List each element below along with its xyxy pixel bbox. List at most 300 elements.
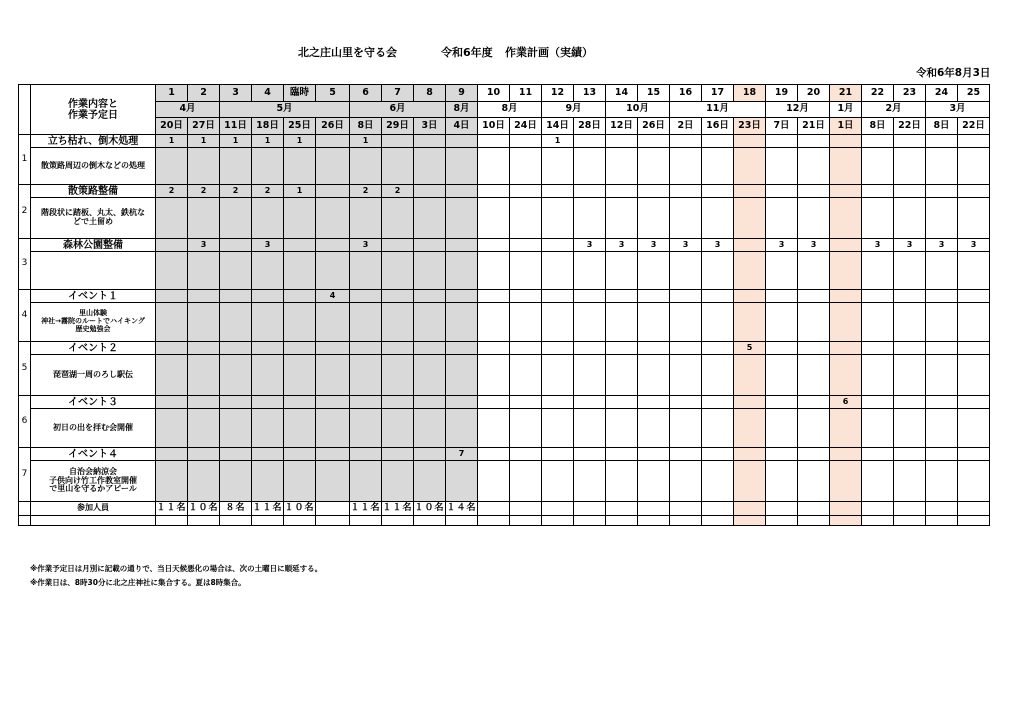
task-cell <box>702 252 734 290</box>
task-cell <box>606 303 638 342</box>
work-number: 24 <box>926 85 958 102</box>
date-label: 26日 <box>316 118 350 135</box>
task-count <box>478 448 510 461</box>
task-count: 2 <box>382 185 414 198</box>
task-cell <box>316 148 350 185</box>
task-count <box>350 448 382 461</box>
task-count <box>766 396 798 409</box>
task-count <box>734 448 766 461</box>
task-cell <box>926 148 958 185</box>
task-count <box>446 185 478 198</box>
task-count <box>798 342 830 355</box>
work-number: 19 <box>766 85 798 102</box>
task-row <box>19 135 990 148</box>
work-number: 17 <box>702 85 734 102</box>
participants-label: 参加人員 <box>31 502 156 516</box>
task-count: 1 <box>542 135 574 148</box>
task-count <box>414 342 446 355</box>
task-count: 3 <box>766 239 798 252</box>
task-name: イベント３ <box>31 396 156 409</box>
task-cell <box>926 461 958 502</box>
task-count <box>316 448 350 461</box>
task-cell <box>156 148 188 185</box>
task-cell <box>478 461 510 502</box>
work-number: 23 <box>894 85 926 102</box>
task-name: 森林公園整備 <box>31 239 156 252</box>
work-number: 5 <box>316 85 350 102</box>
task-count: 3 <box>188 239 220 252</box>
blank-cell <box>31 516 156 526</box>
task-cell <box>702 198 734 239</box>
task-cell <box>414 409 446 448</box>
task-count <box>894 290 926 303</box>
task-count <box>414 239 446 252</box>
task-count <box>638 396 670 409</box>
date-label: 12日 <box>606 118 638 135</box>
task-name: イベント１ <box>31 290 156 303</box>
task-number: 2 <box>19 185 31 239</box>
task-count <box>894 185 926 198</box>
task-count <box>606 396 638 409</box>
task-cell <box>414 148 446 185</box>
blank-cell <box>862 516 894 526</box>
task-cell <box>830 198 862 239</box>
blank-cell <box>252 516 284 526</box>
task-cell <box>414 303 446 342</box>
task-cell <box>542 198 574 239</box>
task-count <box>798 290 830 303</box>
task-count <box>574 135 606 148</box>
task-cell <box>638 409 670 448</box>
task-count <box>188 342 220 355</box>
task-cell <box>316 409 350 448</box>
task-count <box>542 342 574 355</box>
task-description <box>31 198 156 239</box>
task-cell <box>830 303 862 342</box>
task-cell <box>862 409 894 448</box>
task-cell <box>766 198 798 239</box>
task-name: イベント２ <box>31 342 156 355</box>
participant-count: １０名 <box>188 502 220 516</box>
task-count <box>542 290 574 303</box>
task-number: 4 <box>19 290 31 342</box>
task-cell <box>638 148 670 185</box>
task-count <box>670 135 702 148</box>
participant-count <box>734 502 766 516</box>
task-count: 5 <box>734 342 766 355</box>
task-cell <box>926 409 958 448</box>
task-cell <box>734 148 766 185</box>
task-count <box>638 342 670 355</box>
task-count <box>510 342 542 355</box>
task-cell <box>734 252 766 290</box>
blank-cell <box>510 516 542 526</box>
task-count <box>958 185 990 198</box>
work-number: 10 <box>478 85 510 102</box>
task-desc-row <box>19 198 990 239</box>
task-count <box>734 135 766 148</box>
task-cell <box>894 303 926 342</box>
task-count <box>830 185 862 198</box>
task-cell <box>958 461 990 502</box>
task-cell <box>894 409 926 448</box>
task-count: 1 <box>284 185 316 198</box>
task-count: 3 <box>798 239 830 252</box>
task-cell <box>638 303 670 342</box>
date-label: 20日 <box>156 118 188 135</box>
work-number: 15 <box>638 85 670 102</box>
task-count <box>798 135 830 148</box>
task-cell <box>606 461 638 502</box>
task-description-line: 階段状に踏板、丸太、鉄杭な <box>41 208 145 218</box>
task-count <box>926 135 958 148</box>
participant-count: １１名 <box>382 502 414 516</box>
task-cell <box>188 409 220 448</box>
task-description-line: 散策路周辺の倒木などの処理 <box>41 160 145 170</box>
participant-count <box>510 502 542 516</box>
task-cell <box>382 148 414 185</box>
plan-title: 作業計画（実績） <box>505 46 593 59</box>
task-count <box>734 185 766 198</box>
task-count <box>350 342 382 355</box>
task-count <box>670 342 702 355</box>
work-number: 6 <box>350 85 382 102</box>
work-number: 臨時 <box>284 85 316 102</box>
task-count <box>798 448 830 461</box>
task-cell <box>510 198 542 239</box>
task-cell <box>220 409 252 448</box>
org-name: 北之庄山里を守る会 <box>298 46 397 59</box>
task-cell <box>156 198 188 239</box>
task-cell <box>156 252 188 290</box>
task-name: 立ち枯れ、倒木処理 <box>31 135 156 148</box>
task-count <box>252 396 284 409</box>
task-count <box>220 239 252 252</box>
task-cell <box>414 355 446 396</box>
task-count: 2 <box>252 185 284 198</box>
date-label: 29日 <box>382 118 414 135</box>
task-count <box>478 342 510 355</box>
task-cell <box>638 252 670 290</box>
date-label: 23日 <box>734 118 766 135</box>
month-label: 1月 <box>830 102 862 118</box>
task-cell <box>414 198 446 239</box>
task-cell <box>926 252 958 290</box>
task-description <box>31 461 156 502</box>
task-count: 3 <box>350 239 382 252</box>
task-count <box>606 448 638 461</box>
task-number: 3 <box>19 239 31 290</box>
blank-cell <box>830 516 862 526</box>
task-cell <box>252 409 284 448</box>
task-cell <box>156 409 188 448</box>
task-cell <box>734 198 766 239</box>
task-cell <box>478 409 510 448</box>
task-cell <box>542 355 574 396</box>
task-description-line: で里山を守るかアピール <box>49 484 137 494</box>
task-count <box>510 396 542 409</box>
work-number: 1 <box>156 85 188 102</box>
date-label: 14日 <box>542 118 574 135</box>
task-cell <box>638 198 670 239</box>
blank-row <box>19 516 990 526</box>
task-number: 5 <box>19 342 31 396</box>
task-count <box>574 342 606 355</box>
participant-count: １４名 <box>446 502 478 516</box>
task-cell <box>478 355 510 396</box>
task-count: 1 <box>156 135 188 148</box>
task-count <box>414 448 446 461</box>
task-count: 3 <box>574 239 606 252</box>
participant-count <box>830 502 862 516</box>
task-cell <box>894 355 926 396</box>
task-count <box>446 396 478 409</box>
task-row <box>19 185 990 198</box>
task-count <box>894 448 926 461</box>
task-cell <box>670 461 702 502</box>
task-cell <box>510 355 542 396</box>
work-number: 16 <box>670 85 702 102</box>
task-cell <box>284 461 316 502</box>
participant-count <box>542 502 574 516</box>
task-count <box>316 239 350 252</box>
task-count <box>188 396 220 409</box>
task-count <box>446 239 478 252</box>
task-count <box>382 448 414 461</box>
task-count <box>542 185 574 198</box>
blank-cell <box>574 516 606 526</box>
task-description <box>31 303 156 342</box>
task-count <box>702 342 734 355</box>
task-count <box>220 396 252 409</box>
date-label: 21日 <box>798 118 830 135</box>
task-count <box>316 185 350 198</box>
work-number: 21 <box>830 85 862 102</box>
task-count <box>734 290 766 303</box>
task-count <box>766 290 798 303</box>
work-number: 11 <box>510 85 542 102</box>
task-count: 3 <box>894 239 926 252</box>
work-number: 20 <box>798 85 830 102</box>
blank-cell <box>478 516 510 526</box>
task-desc-row <box>19 409 990 448</box>
task-cell <box>382 355 414 396</box>
task-cell <box>926 355 958 396</box>
task-cell <box>766 148 798 185</box>
task-desc-row <box>19 148 990 185</box>
task-count <box>638 135 670 148</box>
task-count <box>862 290 894 303</box>
participant-count: １１名 <box>350 502 382 516</box>
task-count <box>862 342 894 355</box>
participant-count <box>766 502 798 516</box>
task-cell <box>350 198 382 239</box>
work-number: 3 <box>220 85 252 102</box>
task-cell <box>284 198 316 239</box>
task-cell <box>606 198 638 239</box>
task-count <box>926 448 958 461</box>
participant-count <box>670 502 702 516</box>
task-cell <box>670 148 702 185</box>
task-cell <box>670 252 702 290</box>
task-count: 3 <box>638 239 670 252</box>
task-name: イベント４ <box>31 448 156 461</box>
date-label: 25日 <box>284 118 316 135</box>
participants-blank <box>19 502 31 516</box>
participants-row <box>19 502 990 516</box>
task-desc-row <box>19 461 990 502</box>
task-count <box>926 290 958 303</box>
task-cell <box>542 409 574 448</box>
task-cell <box>284 303 316 342</box>
note-1: ※作業予定日は月別に記載の通りで、当日天候悪化の場合は、次の土曜日に順延する。 <box>30 564 323 573</box>
task-count <box>702 135 734 148</box>
task-count <box>316 135 350 148</box>
task-cell <box>542 303 574 342</box>
blank-cell <box>156 516 188 526</box>
task-cell <box>414 461 446 502</box>
task-count <box>220 290 252 303</box>
task-cell <box>316 355 350 396</box>
month-label: 3月 <box>926 102 990 118</box>
task-cell <box>350 303 382 342</box>
task-cell <box>188 252 220 290</box>
task-cell <box>798 198 830 239</box>
task-cell <box>478 303 510 342</box>
task-cell <box>798 409 830 448</box>
task-cell <box>606 355 638 396</box>
task-count <box>156 448 188 461</box>
task-count <box>958 342 990 355</box>
task-count <box>284 239 316 252</box>
task-cell <box>188 303 220 342</box>
date-label: 3日 <box>414 118 446 135</box>
task-count <box>862 448 894 461</box>
corner-cell <box>19 85 31 135</box>
task-cell <box>766 252 798 290</box>
task-cell <box>574 303 606 342</box>
task-cell <box>766 409 798 448</box>
blank-cell <box>284 516 316 526</box>
task-cell <box>220 355 252 396</box>
task-count <box>862 396 894 409</box>
task-count: 3 <box>926 239 958 252</box>
task-cell <box>862 355 894 396</box>
task-cell <box>798 461 830 502</box>
task-description-line: 神社→霧院のルートでハイキング <box>41 317 145 326</box>
date-label: 22日 <box>958 118 990 135</box>
task-count <box>478 396 510 409</box>
blank-cell <box>220 516 252 526</box>
task-count <box>382 396 414 409</box>
task-cell <box>316 461 350 502</box>
blank-cell <box>606 516 638 526</box>
task-count <box>606 135 638 148</box>
task-count <box>446 342 478 355</box>
task-count <box>766 448 798 461</box>
task-count <box>958 396 990 409</box>
task-count: 2 <box>156 185 188 198</box>
participant-count <box>702 502 734 516</box>
task-count: 3 <box>958 239 990 252</box>
date-label: 26日 <box>638 118 670 135</box>
task-count <box>542 396 574 409</box>
task-cell <box>862 252 894 290</box>
task-description <box>31 148 156 185</box>
date-label: 7日 <box>766 118 798 135</box>
blank-cell <box>188 516 220 526</box>
task-count <box>284 396 316 409</box>
task-cell <box>574 355 606 396</box>
task-name: 散策路整備 <box>31 185 156 198</box>
task-cell <box>574 252 606 290</box>
task-count <box>446 135 478 148</box>
task-number: 6 <box>19 396 31 448</box>
task-description <box>31 252 156 290</box>
month-label: 12月 <box>766 102 830 118</box>
task-cell <box>350 355 382 396</box>
task-count <box>638 290 670 303</box>
task-cell <box>798 148 830 185</box>
task-count <box>542 239 574 252</box>
task-row <box>19 290 990 303</box>
month-label: 11月 <box>670 102 766 118</box>
task-cell <box>316 303 350 342</box>
task-count <box>574 185 606 198</box>
task-cell <box>156 461 188 502</box>
task-cell <box>478 252 510 290</box>
date-label: 18日 <box>252 118 284 135</box>
task-count: 1 <box>220 135 252 148</box>
task-count <box>894 342 926 355</box>
task-count: 3 <box>670 239 702 252</box>
month-label: 8月 <box>446 102 478 118</box>
task-cell <box>252 355 284 396</box>
task-count <box>156 342 188 355</box>
participant-count <box>926 502 958 516</box>
task-cell <box>284 355 316 396</box>
task-cell <box>894 198 926 239</box>
task-count <box>830 448 862 461</box>
task-count <box>830 342 862 355</box>
task-cell <box>926 303 958 342</box>
task-desc-row <box>19 355 990 396</box>
date-label: 10日 <box>478 118 510 135</box>
task-cell <box>702 148 734 185</box>
task-cell <box>156 303 188 342</box>
date-label: 4日 <box>446 118 478 135</box>
task-number: 1 <box>19 135 31 185</box>
task-count <box>414 135 446 148</box>
task-count <box>894 396 926 409</box>
blank-cell <box>542 516 574 526</box>
task-count <box>734 239 766 252</box>
task-count <box>766 342 798 355</box>
task-cell <box>382 252 414 290</box>
task-count <box>766 135 798 148</box>
task-count: 3 <box>252 239 284 252</box>
date-label: 1日 <box>830 118 862 135</box>
month-label: 10月 <box>606 102 670 118</box>
participant-count <box>478 502 510 516</box>
task-count <box>414 396 446 409</box>
task-count <box>574 290 606 303</box>
blank-cell <box>19 516 31 526</box>
task-count <box>382 290 414 303</box>
task-count <box>542 448 574 461</box>
task-count <box>958 448 990 461</box>
task-cell <box>446 148 478 185</box>
